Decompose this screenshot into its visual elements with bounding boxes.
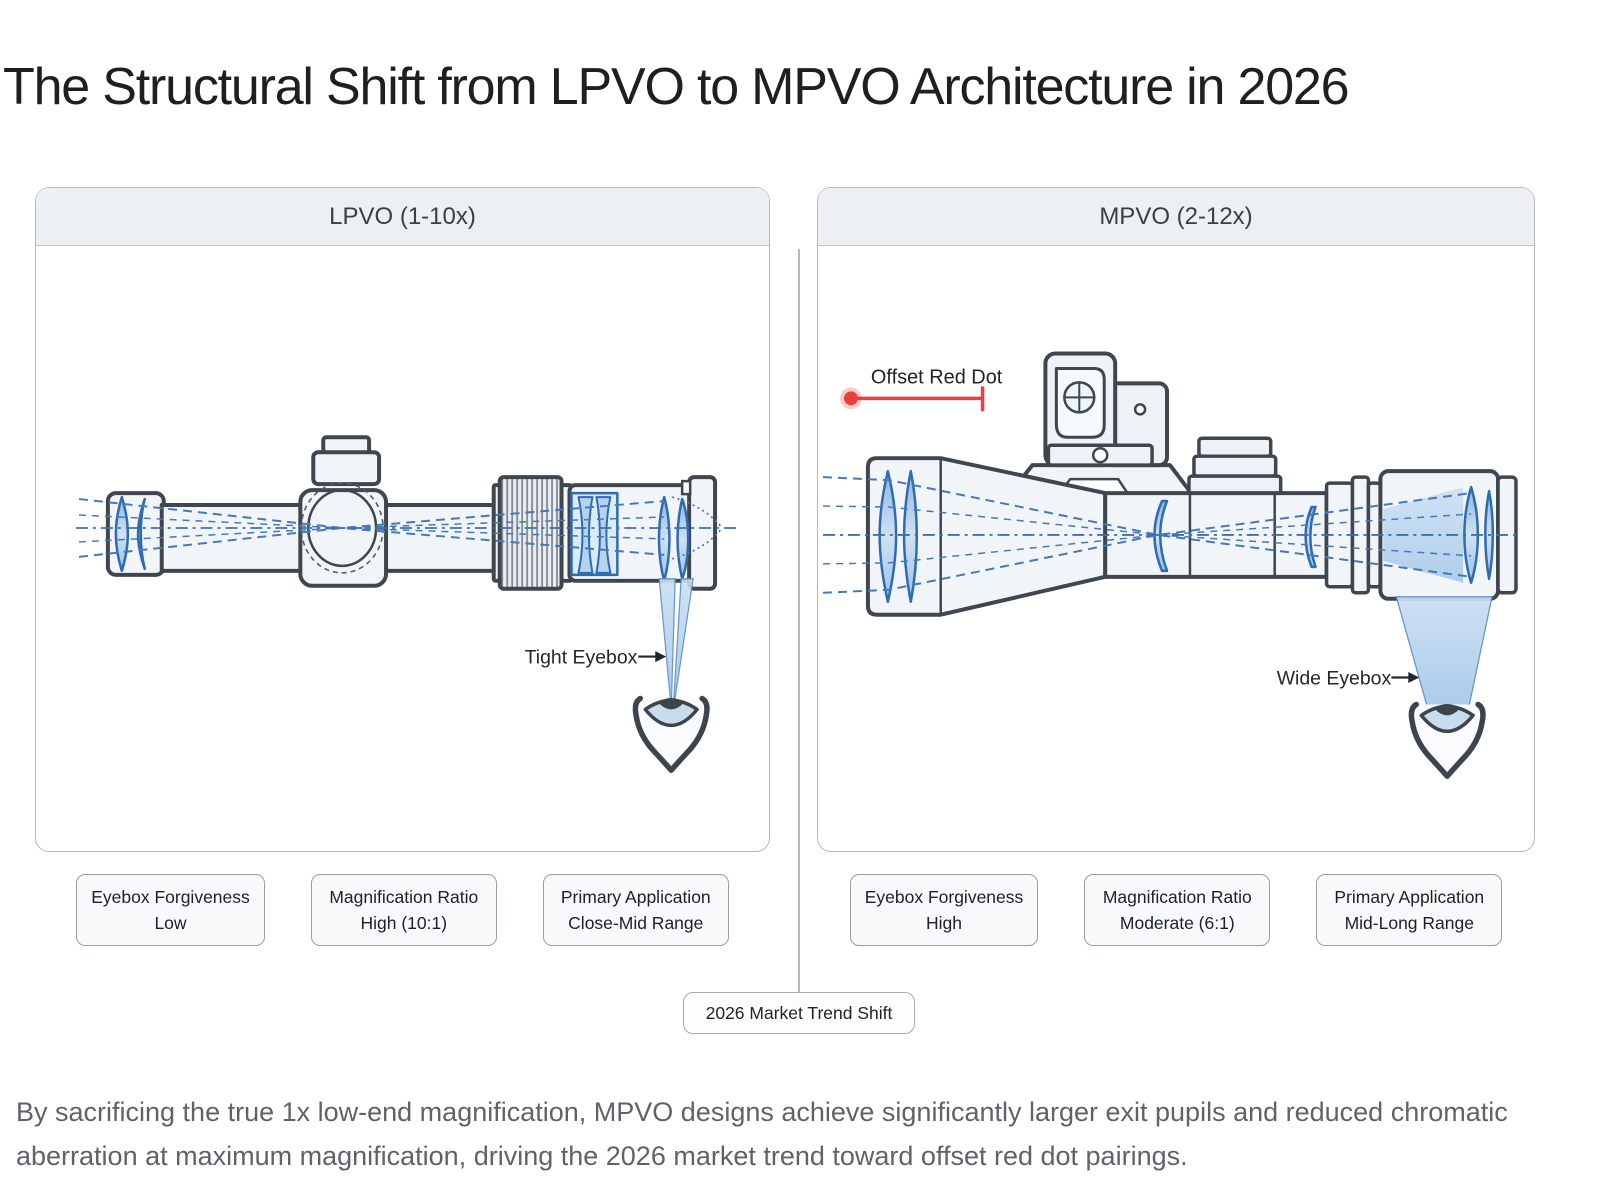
lpvo-endcap-notch [682,481,690,494]
stat-box-application-mpvo [1316,874,1502,946]
page-title: The Structural Shift from LPVO to MPVO Architecture in 2026 [3,58,1349,116]
mpvo-stats-row [817,874,1535,946]
panel-divider-line [798,249,800,993]
stat-box-eyebox-mpvo [850,874,1039,946]
panel-mpvo [817,187,1535,852]
lpvo-light-cone [659,579,693,711]
panel-mpvo-header: MPVO (2-12x) [818,188,1534,246]
caption-text: By sacrificing the true 1x low-end magnification, MPVO designs achieve significantly larger exit pupils and reduced chromatic aberration at maximum magnification, driving the 2026 market trend toward offset red dot pairings. [16,1097,1508,1171]
stat-label: Magnification Ratio [329,887,479,907]
mpvo-diagram [818,188,1534,851]
stat-value: Close-Mid Range [568,913,704,933]
offset-red-dot-label: Offset Red Dot [870,366,1003,389]
stat-value: Moderate (6:1) [1119,913,1235,933]
stat-value: High [926,913,962,933]
crosshair-lens-icon [1064,382,1094,412]
mpvo-turret [1189,438,1281,494]
lpvo-stats-row [35,874,770,946]
mount-screw [1093,448,1107,462]
arrow-right-icon [1391,672,1419,683]
red-dot-sight [1045,354,1167,466]
stat-value: Low [154,913,187,933]
stat-box-magnification-mpvo [1084,874,1270,946]
stat-label: Eyebox Forgiveness [864,887,1024,907]
stat-label: Magnification Ratio [1102,887,1252,907]
panel-lpvo [35,187,770,852]
arrow-right-icon [638,651,666,662]
market-trend-badge: 2026 Market Trend Shift [683,992,915,1034]
stat-label: Primary Application [1334,887,1485,907]
stat-box-application-lpvo [543,874,729,946]
tight-eyebox-label: Tight Eyebox [524,646,638,669]
stat-box-magnification-lpvo [311,874,497,946]
panel-lpvo-header: LPVO (1-10x) [36,188,769,246]
lpvo-diagram [36,188,769,851]
stat-value: Mid-Long Range [1344,913,1474,933]
sight-adjust-dot [1135,404,1145,414]
mpvo-light-cone [1396,597,1492,711]
stat-box-eyebox-lpvo [76,874,265,946]
red-dot-icon [840,386,983,411]
wide-eyebox-label: Wide Eyebox [1276,667,1392,690]
eye-icon [1411,704,1483,776]
stat-value: High (10:1) [360,913,448,933]
eye-icon [635,698,707,770]
stat-label: Primary Application [560,887,711,907]
stat-label: Eyebox Forgiveness [91,887,250,907]
